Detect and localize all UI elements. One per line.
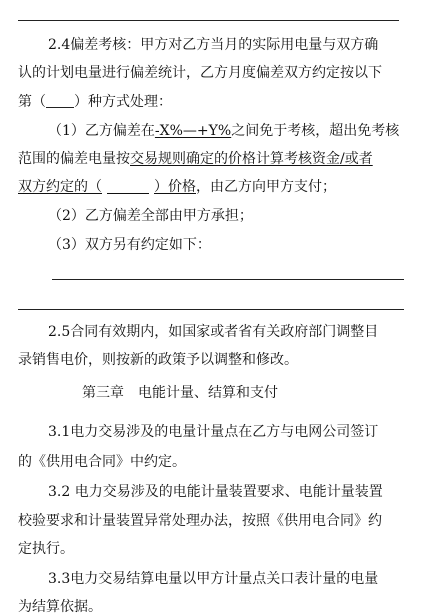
agreed-price-blank[interactable]	[102, 178, 154, 196]
section-2-4-line3	[18, 92, 172, 111]
option-1-range: -X%—+Y%	[154, 123, 232, 139]
option-1-exempt: 之间免于考核，超出免考核	[231, 123, 400, 139]
section-2-5-line2: 录销售电价，则按新的政策予以调整和修改。	[18, 352, 298, 368]
option-1-agreed-price-label: 双方约定的（	[18, 179, 102, 195]
section-3-2-line1: 3.2 电力交易涉及的电能计量装置要求、电能计量装置	[48, 484, 383, 500]
top-rule	[18, 20, 399, 21]
option-1-line2	[18, 150, 373, 168]
section-2-4-line2: 认的计划电量进行偏差统计，乙方月度偏差双方约定按以下	[18, 65, 382, 81]
option-3: （3）双方另有约定如下：	[48, 237, 211, 253]
option-1-line3	[18, 178, 336, 196]
section-3-2-line3: 定执行。	[18, 541, 74, 557]
chapter-3-title: 第三章 电能计量、结算和支付	[82, 385, 278, 401]
section-3-3-line2: 为结算依据。	[18, 599, 102, 615]
option-1-rule-text: 交易规则确定的价格计算考核资金/或者	[130, 151, 373, 167]
section-3-1-line1: 3.1电力交易涉及的电量计量点在乙方与电网公司签订	[48, 424, 379, 440]
option-1-payment: ，由乙方向甲方支付；	[196, 179, 336, 195]
section-2-5-line1: 2.5合同有效期内，如国家或者省有关政府部门调整目	[48, 324, 379, 340]
option-1-price-word: ）价格	[154, 179, 196, 195]
option-1-intro: （1）乙方偏差在	[48, 123, 155, 139]
agreement-fill-line-2[interactable]	[18, 309, 404, 310]
section-3-3-line1: 3.3电力交易结算电量以甲方计量点关口表计量的电量	[48, 571, 379, 587]
method-blank[interactable]	[46, 92, 74, 108]
agreement-fill-line-1[interactable]	[52, 279, 404, 280]
line3-prefix: 第（	[18, 94, 46, 110]
option-1-line1	[48, 122, 399, 140]
section-2-4-line1: 2.4偏差考核：甲方对乙方当月的实际用电量与双方确	[48, 37, 379, 53]
option-1-line2-pre: 范围的偏差电量按	[18, 151, 130, 167]
section-3-2-line2: 校验要求和计量装置异常处理办法，按照《供用电合同》约	[18, 513, 382, 529]
section-3-1-line2: 的《供用电合同》中约定。	[18, 454, 186, 470]
option-2: （2）乙方偏差全部由甲方承担；	[48, 208, 253, 224]
line3-suffix: ）种方式处理：	[74, 94, 172, 110]
